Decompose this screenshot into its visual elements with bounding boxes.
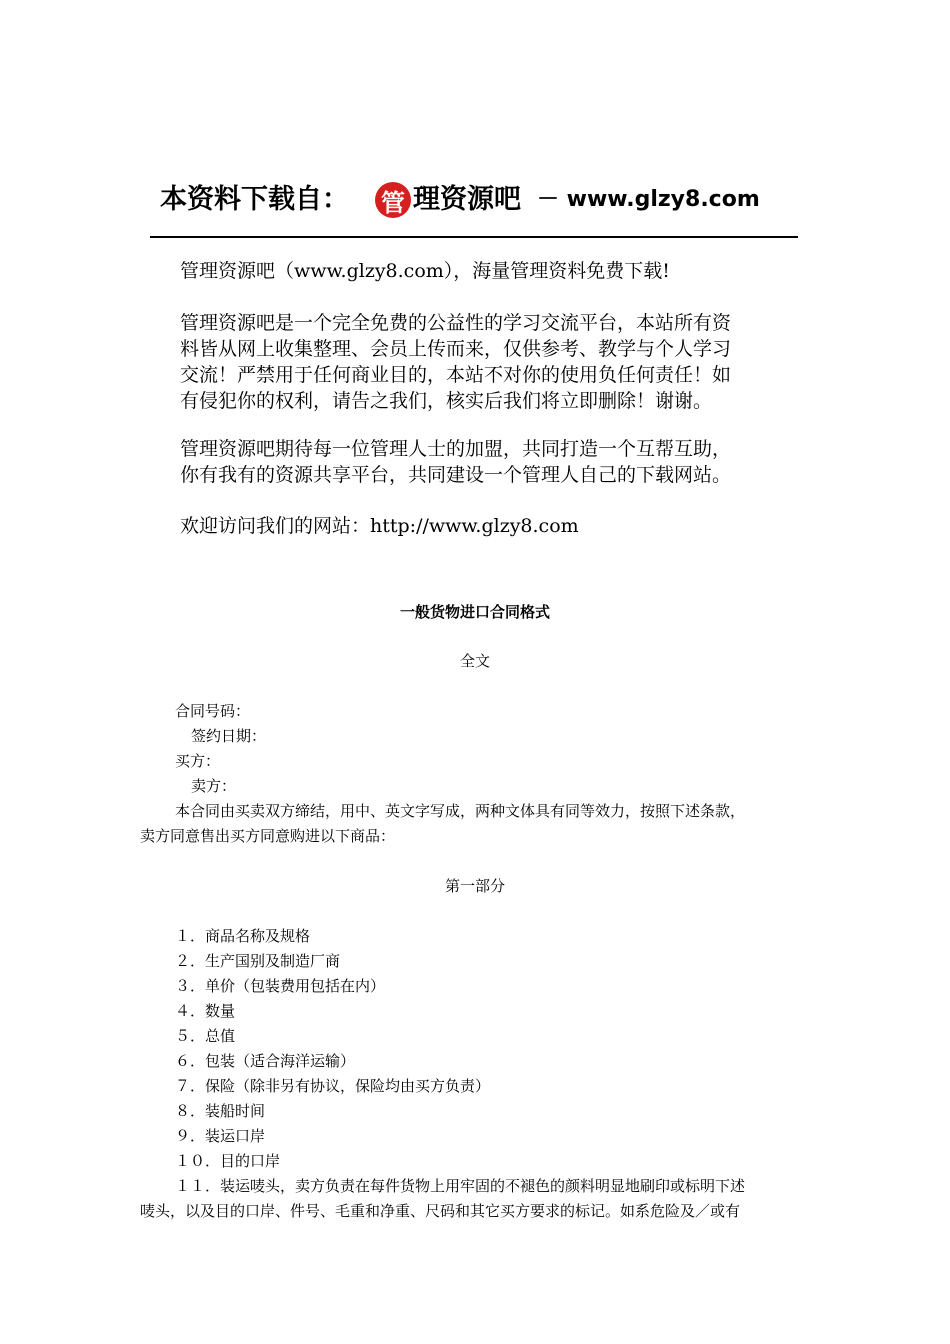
sign-date-label: 签约日期： [191,727,267,745]
buyer-label: 买方： [175,752,221,770]
list-item: ２．生产国别及制造厂商 [175,952,341,970]
part-heading: 第一部分 [444,877,505,895]
list-item: １．商品名称及规格 [175,927,311,945]
intro-welcome-link[interactable]: 欢迎访问我们的网站：http://www.glzy8.com [180,515,579,537]
preamble-line: 本合同由买卖双方缔结，用中、英文字写成，两种文体具有同等效力，按照下述条款， [175,802,746,820]
list-item: ４．数量 [175,1002,236,1020]
list-item: ５．总值 [175,1027,236,1045]
intro-line1: 管理资源吧（www.glzy8.com），海量管理资料免费下载! [180,260,670,282]
intro-para3-line: 管理资源吧期待每一位管理人士的加盟，共同打造一个互帮互助， [180,438,732,460]
list-item-continuation: 唛头，以及目的口岸、件号、毛重和净重、尺码和其它买方要求的标记。如系危险及／或有 [140,1202,741,1220]
list-item: ６．包装（适合海洋运输） [175,1052,356,1070]
contract-number-label: 合同号码： [175,702,251,720]
site-logo-icon: 管 [375,182,411,218]
list-item: １１．装运唛头，卖方负责在每件货物上用牢固的不褪色的颜料明显地刷印或标明下述 [175,1177,746,1195]
banner-brand: 理资源吧 [413,184,521,215]
list-item: ７．保险（除非另有协议，保险均由买方负责） [175,1077,491,1095]
list-item: ８．装船时间 [175,1102,266,1120]
intro-para2-line: 料皆从网上收集整理、会员上传而来，仅供参考、教学与个人学习 [180,338,732,360]
list-item: ３．单价（包装费用包括在内） [175,977,386,995]
doc-subtitle: 全文 [459,652,490,670]
banner-site-url: － www.glzy8.com [537,187,760,212]
intro-para2-line: 管理资源吧是一个完全免费的公益性的学习交流平台，本站所有资 [180,312,732,334]
intro-para2-line: 有侵犯你的权利，请告之我们，核实后我们将立即删除！谢谢。 [180,390,713,412]
intro-para3-line: 你有我有的资源共享平台，共同建设一个管理人自己的下载网站。 [180,464,732,486]
preamble-line: 卖方同意售出买方同意购进以下商品： [140,827,396,845]
list-item: ９．装运口岸 [175,1127,266,1145]
doc-title: 一般货物进口合同格式 [399,603,550,621]
banner-prefix: 本资料下载自： [160,184,349,215]
seller-label: 卖方： [191,777,237,795]
list-item: １０．目的口岸 [175,1152,281,1170]
banner-divider [150,236,798,238]
intro-para2-line: 交流！严禁用于任何商业目的，本站不对你的使用负任何责任！如 [180,364,732,386]
